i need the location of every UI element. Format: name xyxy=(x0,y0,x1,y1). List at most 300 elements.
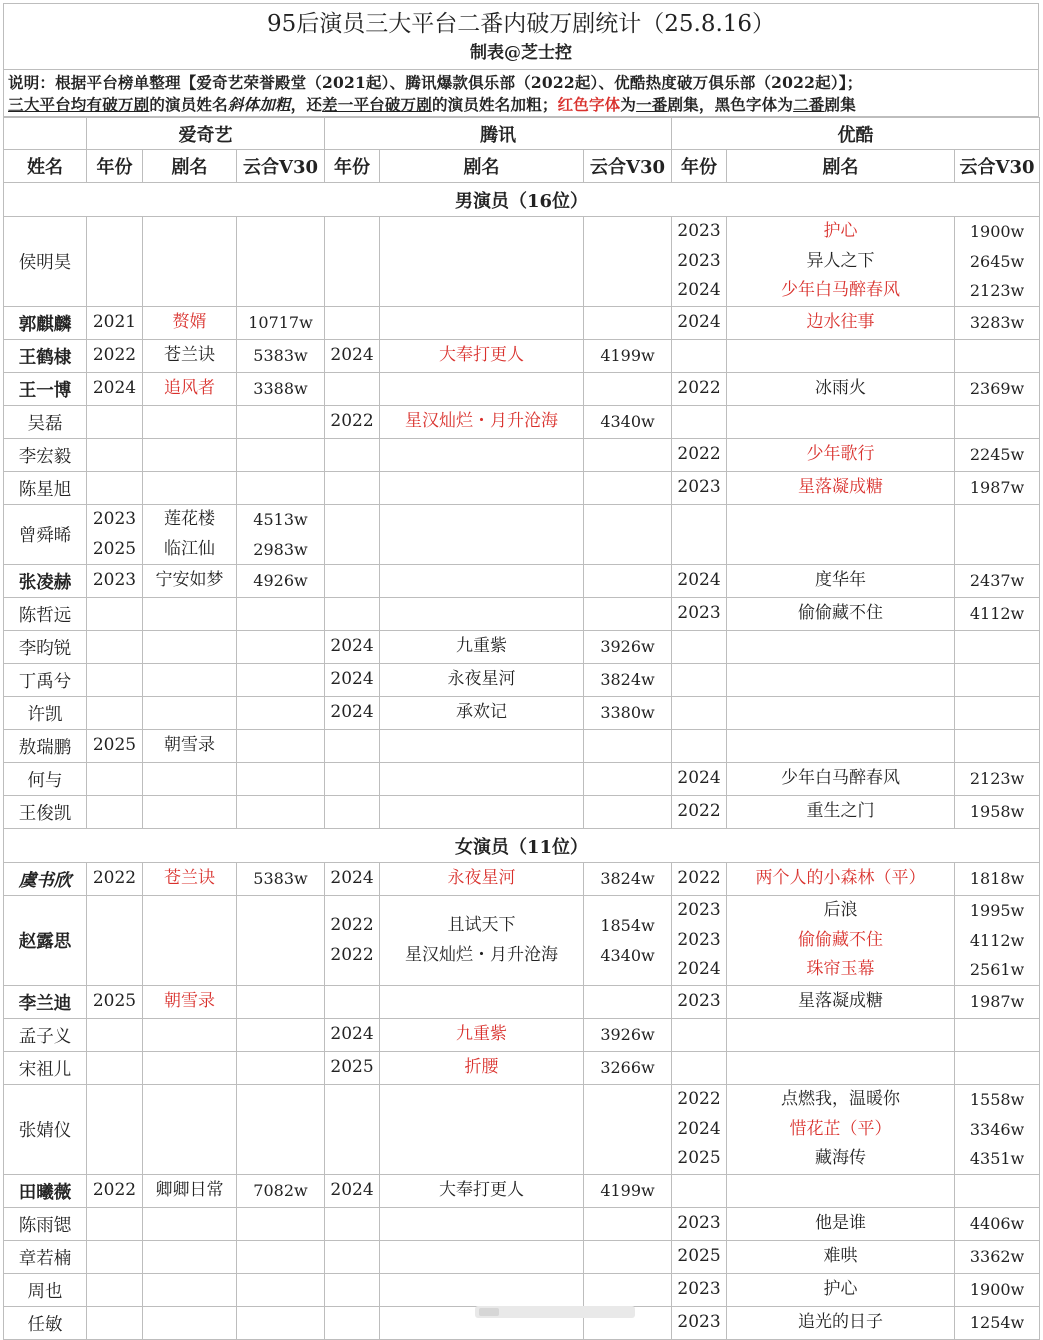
tencent-score-cell xyxy=(584,472,672,505)
year-value: 2024 xyxy=(677,312,721,333)
col-header-year: 年份 xyxy=(672,150,727,183)
actor-name: 陈哲远 xyxy=(4,598,87,631)
iqiyi-score-cell xyxy=(237,1208,325,1241)
tencent-year-cell xyxy=(325,439,380,472)
stats-table xyxy=(3,117,1040,1340)
tencent-score-cell xyxy=(584,863,672,896)
actor-row xyxy=(4,406,1040,439)
drama-title: 宁安如梦 xyxy=(155,570,224,591)
iqiyi-drama-cell xyxy=(143,373,237,406)
actor-name: 陈星旭 xyxy=(4,472,87,505)
drama-title: 他是谁 xyxy=(815,1213,867,1234)
iqiyi-drama-cell xyxy=(143,505,237,565)
tencent-year-cell xyxy=(325,730,380,763)
iqiyi-score-cell xyxy=(237,565,325,598)
iqiyi-year-cell xyxy=(87,373,143,406)
iqiyi-drama-cell xyxy=(143,1052,237,1085)
iqiyi-year-cell xyxy=(87,439,143,472)
note-text: 的演员姓名 xyxy=(149,95,228,114)
corner-cell xyxy=(4,118,87,150)
actor-row xyxy=(4,373,1040,406)
drama-title: 九重紫 xyxy=(456,636,508,657)
drama-title: 异人之下 xyxy=(806,250,875,271)
score-value: 2645w xyxy=(969,251,1025,271)
legend-note xyxy=(3,69,1039,117)
actor-row xyxy=(4,1241,1040,1274)
tencent-drama-cell xyxy=(380,697,584,730)
note-text: ，还 xyxy=(290,95,323,114)
iqiyi-year-cell xyxy=(87,598,143,631)
year-value: 2024 xyxy=(330,636,374,657)
tencent-drama-cell xyxy=(380,796,584,829)
youku-year-cell xyxy=(672,565,727,598)
actor-row xyxy=(4,340,1040,373)
iqiyi-year-cell xyxy=(87,896,143,986)
tencent-year-cell xyxy=(325,217,380,307)
drama-title: 后浪 xyxy=(823,900,858,921)
youku-drama-cell xyxy=(727,697,955,730)
iqiyi-year-cell xyxy=(87,730,143,763)
drama-title: 护心 xyxy=(823,221,858,242)
tencent-year-cell xyxy=(325,373,380,406)
tencent-drama-cell xyxy=(380,763,584,796)
drama-title: 大奉打更人 xyxy=(439,1180,525,1201)
drama-title: 偷偷藏不住 xyxy=(798,929,884,950)
tencent-drama-cell xyxy=(380,863,584,896)
year-value: 2025 xyxy=(677,1148,721,1169)
youku-score-cell xyxy=(955,1052,1040,1085)
year-value: 2024 xyxy=(677,959,721,980)
tencent-drama-cell xyxy=(380,340,584,373)
drama-title: 承欢记 xyxy=(456,702,508,723)
actor-name: 何与 xyxy=(4,763,87,796)
drama-title: 苍兰诀 xyxy=(164,345,215,366)
youku-year-cell xyxy=(672,631,727,664)
platform-tencent: 腾讯 xyxy=(325,118,672,150)
iqiyi-year-cell xyxy=(87,307,143,340)
iqiyi-year-cell xyxy=(87,664,143,697)
tencent-drama-cell xyxy=(380,896,584,986)
drama-title: 星落凝成糖 xyxy=(798,991,884,1012)
actor-row xyxy=(4,863,1040,896)
youku-drama-cell xyxy=(727,1307,955,1340)
youku-year-cell xyxy=(672,1085,727,1175)
score-value: 1558w xyxy=(969,1090,1025,1110)
actor-row xyxy=(4,439,1040,472)
youku-score-cell xyxy=(955,406,1040,439)
iqiyi-score-cell xyxy=(237,664,325,697)
actor-name: 张凌赫 xyxy=(4,565,87,598)
youku-score-cell xyxy=(955,1208,1040,1241)
youku-year-cell xyxy=(672,1175,727,1208)
score-value: 10717w xyxy=(248,313,313,333)
tencent-score-cell xyxy=(584,1085,672,1175)
tencent-year-cell xyxy=(325,863,380,896)
tencent-score-cell xyxy=(584,1019,672,1052)
year-value: 2023 xyxy=(677,1279,721,1300)
platform-header-row xyxy=(4,118,1040,150)
score-value: 1995w xyxy=(969,901,1025,921)
actor-name: 赵露思 xyxy=(4,896,87,986)
tencent-year-cell xyxy=(325,1241,380,1274)
youku-drama-cell xyxy=(727,1052,955,1085)
iqiyi-year-cell xyxy=(87,1208,143,1241)
drama-title: 临江仙 xyxy=(164,538,215,559)
actor-name: 李宏毅 xyxy=(4,439,87,472)
youku-year-cell xyxy=(672,697,727,730)
tencent-year-cell xyxy=(325,1019,380,1052)
youku-drama-cell xyxy=(727,598,955,631)
actor-name: 侯明昊 xyxy=(4,217,87,307)
iqiyi-year-cell xyxy=(87,565,143,598)
drama-title: 少年歌行 xyxy=(806,444,875,465)
iqiyi-score-cell xyxy=(237,1019,325,1052)
drama-title: 偷偷藏不住 xyxy=(798,603,884,624)
iqiyi-drama-cell xyxy=(143,1085,237,1175)
score-value: 5383w xyxy=(253,869,308,889)
year-value: 2024 xyxy=(330,669,374,690)
tencent-score-cell xyxy=(584,763,672,796)
note-text: 剧集 xyxy=(824,95,856,114)
score-value: 2123w xyxy=(969,281,1025,301)
youku-year-cell xyxy=(672,598,727,631)
youku-score-cell xyxy=(955,373,1040,406)
youku-drama-cell xyxy=(727,986,955,1019)
youku-drama-cell xyxy=(727,340,955,373)
youku-score-cell xyxy=(955,664,1040,697)
youku-year-cell xyxy=(672,307,727,340)
iqiyi-year-cell xyxy=(87,1241,143,1274)
actor-row xyxy=(4,896,1040,986)
youku-score-cell xyxy=(955,307,1040,340)
year-value: 2024 xyxy=(330,702,374,723)
actor-row xyxy=(4,730,1040,763)
tencent-score-cell xyxy=(584,439,672,472)
iqiyi-year-cell xyxy=(87,631,143,664)
iqiyi-drama-cell xyxy=(143,863,237,896)
note-text: 为 xyxy=(620,95,637,114)
youku-score-cell xyxy=(955,1175,1040,1208)
tencent-year-cell xyxy=(325,406,380,439)
actor-row xyxy=(4,697,1040,730)
tencent-year-cell xyxy=(325,1052,380,1085)
drama-title: 莲花楼 xyxy=(164,509,215,529)
youku-score-cell xyxy=(955,863,1040,896)
iqiyi-drama-cell xyxy=(143,406,237,439)
tencent-year-cell xyxy=(325,986,380,1019)
drama-title: 星落凝成糖 xyxy=(798,477,884,498)
actor-name: 王俊凯 xyxy=(4,796,87,829)
actor-name: 虞书欣 xyxy=(4,863,87,896)
drama-title: 度华年 xyxy=(815,570,867,591)
iqiyi-drama-cell xyxy=(143,986,237,1019)
tencent-score-cell xyxy=(584,1175,672,1208)
year-value: 2023 xyxy=(677,929,721,950)
youku-year-cell xyxy=(672,373,727,406)
score-value: 2245w xyxy=(969,445,1025,465)
youku-year-cell xyxy=(672,505,727,565)
column-header-row xyxy=(4,150,1040,183)
tencent-score-cell xyxy=(584,697,672,730)
youku-year-cell xyxy=(672,664,727,697)
score-value: 4513w xyxy=(253,510,308,529)
drama-title: 藏海传 xyxy=(815,1148,867,1169)
score-value: 4351w xyxy=(969,1149,1025,1169)
drama-title: 少年白马醉春风 xyxy=(781,768,901,789)
drama-title: 重生之门 xyxy=(806,801,875,822)
drama-title: 且试天下 xyxy=(447,915,516,935)
iqiyi-drama-cell xyxy=(143,1241,237,1274)
tencent-score-cell xyxy=(584,1052,672,1085)
youku-score-cell xyxy=(955,217,1040,307)
actor-row xyxy=(4,796,1040,829)
drama-title: 追光的日子 xyxy=(798,1312,884,1333)
tencent-score-cell xyxy=(584,986,672,1019)
youku-year-cell xyxy=(672,217,727,307)
iqiyi-drama-cell xyxy=(143,1307,237,1340)
score-value: 4406w xyxy=(969,1214,1025,1234)
year-value: 2025 xyxy=(330,1057,374,1078)
score-value: 3380w xyxy=(600,703,655,723)
actor-name: 章若楠 xyxy=(4,1241,87,1274)
youku-year-cell xyxy=(672,406,727,439)
youku-drama-cell xyxy=(727,1241,955,1274)
actor-name: 吴磊 xyxy=(4,406,87,439)
iqiyi-drama-cell xyxy=(143,664,237,697)
year-value: 2025 xyxy=(677,1246,721,1267)
year-value: 2024 xyxy=(677,1118,721,1139)
score-value: 3362w xyxy=(969,1247,1025,1267)
iqiyi-score-cell xyxy=(237,986,325,1019)
col-header-year: 年份 xyxy=(325,150,380,183)
youku-score-cell xyxy=(955,340,1040,373)
iqiyi-year-cell xyxy=(87,697,143,730)
tencent-score-cell xyxy=(584,340,672,373)
tencent-drama-cell xyxy=(380,1274,584,1307)
col-header-drama: 剧名 xyxy=(380,150,584,183)
year-value: 2025 xyxy=(92,991,137,1012)
score-value: 3926w xyxy=(600,637,655,657)
iqiyi-year-cell xyxy=(87,796,143,829)
section-label: 女演员（11位） xyxy=(4,829,1040,863)
tencent-drama-cell xyxy=(380,373,584,406)
drama-title: 朝雪录 xyxy=(164,735,215,756)
tencent-score-cell xyxy=(584,1241,672,1274)
youku-year-cell xyxy=(672,796,727,829)
sheet-header xyxy=(3,3,1039,69)
actor-name: 周也 xyxy=(4,1274,87,1307)
tencent-drama-cell xyxy=(380,307,584,340)
score-value: 3388w xyxy=(253,379,308,399)
iqiyi-score-cell xyxy=(237,439,325,472)
iqiyi-score-cell xyxy=(237,1274,325,1307)
iqiyi-drama-cell xyxy=(143,1208,237,1241)
col-header-score: 云合V30 xyxy=(584,150,672,183)
iqiyi-year-cell xyxy=(87,1175,143,1208)
year-value: 2022 xyxy=(677,868,721,889)
tencent-year-cell xyxy=(325,1307,380,1340)
drama-title: 朝雪录 xyxy=(164,991,215,1012)
actor-row xyxy=(4,631,1040,664)
youku-score-cell xyxy=(955,697,1040,730)
youku-score-cell xyxy=(955,631,1040,664)
youku-year-cell xyxy=(672,1019,727,1052)
tencent-score-cell xyxy=(584,631,672,664)
actor-row xyxy=(4,505,1040,565)
year-value: 2023 xyxy=(677,221,721,242)
tencent-year-cell xyxy=(325,763,380,796)
tencent-drama-cell xyxy=(380,472,584,505)
iqiyi-score-cell xyxy=(237,896,325,986)
youku-drama-cell xyxy=(727,863,955,896)
year-value: 2022 xyxy=(330,944,374,965)
youku-score-cell xyxy=(955,1085,1040,1175)
year-value: 2022 xyxy=(92,345,137,366)
author-credit: 制表@芝士控 xyxy=(470,43,572,63)
score-value: 7082w xyxy=(253,1181,308,1201)
year-value: 2023 xyxy=(677,1312,721,1333)
tencent-drama-cell xyxy=(380,598,584,631)
year-value: 2023 xyxy=(677,900,721,921)
drama-title: 珠帘玉幕 xyxy=(806,959,875,980)
youku-score-cell xyxy=(955,763,1040,796)
actor-row xyxy=(4,217,1040,307)
actor-row xyxy=(4,1208,1040,1241)
note-bold-italic: 斜体加粗 xyxy=(227,95,291,114)
youku-year-cell xyxy=(672,863,727,896)
tencent-drama-cell xyxy=(380,1085,584,1175)
score-value: 1900w xyxy=(969,1280,1025,1300)
score-value: 1958w xyxy=(969,802,1025,822)
iqiyi-drama-cell xyxy=(143,340,237,373)
score-value: 4112w xyxy=(969,604,1025,624)
iqiyi-score-cell xyxy=(237,373,325,406)
score-value: 2369w xyxy=(969,379,1025,399)
youku-score-cell xyxy=(955,730,1040,763)
score-value: 3926w xyxy=(600,1025,655,1045)
tencent-score-cell xyxy=(584,598,672,631)
actor-row xyxy=(4,598,1040,631)
youku-drama-cell xyxy=(727,631,955,664)
actor-name: 郭麒麟 xyxy=(4,307,87,340)
score-value: 4199w xyxy=(600,1181,655,1201)
youku-year-cell xyxy=(672,896,727,986)
youku-drama-cell xyxy=(727,896,955,986)
drama-title: 永夜星河 xyxy=(447,868,516,889)
year-value: 2022 xyxy=(677,378,721,399)
year-value: 2024 xyxy=(677,570,721,591)
drama-title: 边水往事 xyxy=(806,312,875,333)
col-header-score: 云合V30 xyxy=(237,150,325,183)
youku-score-cell xyxy=(955,565,1040,598)
iqiyi-year-cell xyxy=(87,340,143,373)
iqiyi-drama-cell xyxy=(143,796,237,829)
actor-name: 丁禹兮 xyxy=(4,664,87,697)
actor-name: 陈雨锶 xyxy=(4,1208,87,1241)
score-value: 5383w xyxy=(253,346,308,366)
tencent-drama-cell xyxy=(380,730,584,763)
iqiyi-score-cell xyxy=(237,730,325,763)
score-value: 2561w xyxy=(969,960,1025,980)
note-line-2 xyxy=(8,94,1038,116)
actor-name: 宋祖儿 xyxy=(4,1052,87,1085)
tencent-drama-cell xyxy=(380,986,584,1019)
section-header-row xyxy=(4,183,1040,217)
tencent-score-cell xyxy=(584,896,672,986)
drama-title: 冰雨火 xyxy=(815,378,867,399)
tencent-year-cell xyxy=(325,307,380,340)
tencent-score-cell xyxy=(584,1208,672,1241)
youku-drama-cell xyxy=(727,1208,955,1241)
tencent-drama-cell xyxy=(380,439,584,472)
iqiyi-drama-cell xyxy=(143,472,237,505)
youku-score-cell xyxy=(955,439,1040,472)
iqiyi-drama-cell xyxy=(143,730,237,763)
youku-drama-cell xyxy=(727,439,955,472)
note-text: 的演员姓名加粗； xyxy=(431,95,558,114)
tencent-year-cell xyxy=(325,1274,380,1307)
note-missing-one: 差一平台破万剧 xyxy=(322,95,432,114)
year-value: 2023 xyxy=(677,603,721,624)
actor-name: 孟子义 xyxy=(4,1019,87,1052)
tencent-year-cell xyxy=(325,1085,380,1175)
col-header-year: 年份 xyxy=(87,150,143,183)
year-value: 2022 xyxy=(677,444,721,465)
youku-score-cell xyxy=(955,986,1040,1019)
actor-row xyxy=(4,986,1040,1019)
score-value: 2983w xyxy=(253,539,308,559)
tencent-drama-cell xyxy=(380,1052,584,1085)
iqiyi-drama-cell xyxy=(143,439,237,472)
tencent-year-cell xyxy=(325,796,380,829)
col-header-score: 云合V30 xyxy=(955,150,1040,183)
year-value: 2024 xyxy=(330,868,374,889)
score-value: 2437w xyxy=(969,571,1025,591)
tencent-drama-cell xyxy=(380,565,584,598)
youku-year-cell xyxy=(672,1208,727,1241)
iqiyi-drama-cell xyxy=(143,565,237,598)
actor-row xyxy=(4,1019,1040,1052)
iqiyi-year-cell xyxy=(87,986,143,1019)
youku-drama-cell xyxy=(727,730,955,763)
drama-title: 卿卿日常 xyxy=(155,1180,224,1201)
youku-drama-cell xyxy=(727,472,955,505)
youku-drama-cell xyxy=(727,406,955,439)
actor-row xyxy=(4,763,1040,796)
iqiyi-score-cell xyxy=(237,631,325,664)
actor-row xyxy=(4,1274,1040,1307)
youku-score-cell xyxy=(955,598,1040,631)
year-value: 2023 xyxy=(92,509,137,529)
actor-row xyxy=(4,1052,1040,1085)
drama-title: 惜花芷（平） xyxy=(789,1118,892,1139)
youku-year-cell xyxy=(672,472,727,505)
iqiyi-score-cell xyxy=(237,1085,325,1175)
year-value: 2023 xyxy=(677,1213,721,1234)
score-value: 4112w xyxy=(969,930,1025,950)
tencent-year-cell xyxy=(325,1175,380,1208)
actor-name: 王一博 xyxy=(4,373,87,406)
iqiyi-score-cell xyxy=(237,796,325,829)
iqiyi-drama-cell xyxy=(143,763,237,796)
iqiyi-year-cell xyxy=(87,1274,143,1307)
actor-row xyxy=(4,472,1040,505)
iqiyi-score-cell xyxy=(237,1307,325,1340)
actor-row xyxy=(4,307,1040,340)
score-value: 3266w xyxy=(600,1058,655,1078)
year-value: 2023 xyxy=(677,991,721,1012)
drama-title: 永夜星河 xyxy=(447,669,516,690)
